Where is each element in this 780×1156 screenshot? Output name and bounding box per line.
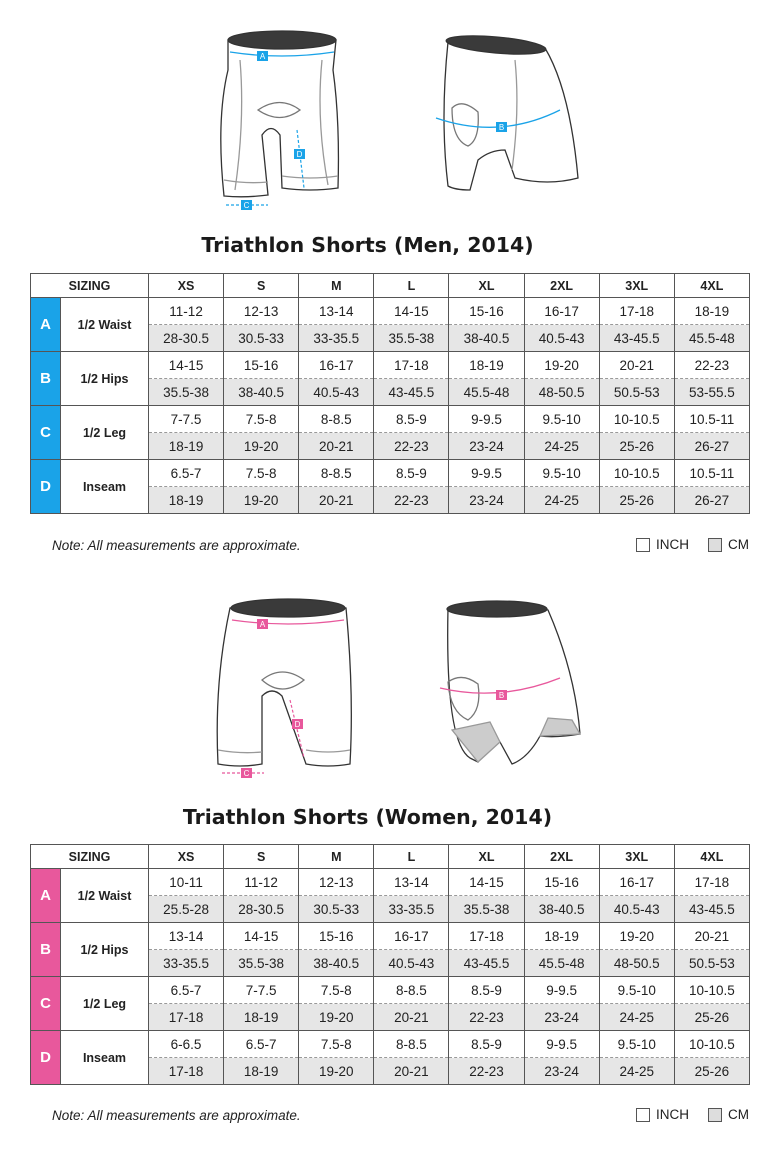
cm-cell: 28-30.5	[149, 325, 224, 352]
inch-cell: 10-10.5	[599, 406, 674, 433]
inch-cell: 6-6.5	[149, 1031, 224, 1058]
inch-cell: 17-18	[674, 869, 749, 896]
size-header: 3XL	[599, 274, 674, 298]
cm-cell: 43-45.5	[449, 950, 524, 977]
cm-cell: 48-50.5	[524, 379, 599, 406]
measurement-label: 1/2 Hips	[61, 352, 149, 406]
inch-cell: 9.5-10	[599, 1031, 674, 1058]
measurement-label: 1/2 Leg	[61, 977, 149, 1031]
cm-cell: 17-18	[149, 1058, 224, 1085]
inch-cell: 6.5-7	[149, 977, 224, 1004]
cm-cell: 53-55.5	[674, 379, 749, 406]
cm-cell: 45.5-48	[524, 950, 599, 977]
inch-cell: 7.5-8	[224, 406, 299, 433]
size-header: XS	[149, 274, 224, 298]
row-letter-badge: B	[31, 923, 61, 977]
men-unit-inch: INCH	[636, 537, 689, 552]
measurement-label: Inseam	[61, 1031, 149, 1085]
inch-cell: 6.5-7	[224, 1031, 299, 1058]
measurement-label: 1/2 Waist	[61, 298, 149, 352]
cm-cell: 25-26	[674, 1058, 749, 1085]
row-letter-badge: D	[31, 1031, 61, 1085]
cm-cell: 33-35.5	[149, 950, 224, 977]
inch-cell: 18-19	[449, 352, 524, 379]
table-row	[31, 298, 750, 325]
cm-cell: 30.5-33	[299, 896, 374, 923]
cm-cell: 24-25	[524, 433, 599, 460]
cm-cell: 20-21	[299, 433, 374, 460]
inch-cell: 7.5-8	[224, 460, 299, 487]
cm-cell: 19-20	[224, 487, 299, 514]
cm-cell: 19-20	[299, 1004, 374, 1031]
inch-cell: 9-9.5	[449, 406, 524, 433]
inch-cell: 8.5-9	[374, 460, 449, 487]
cm-cell: 19-20	[224, 433, 299, 460]
inch-cell: 16-17	[299, 352, 374, 379]
cm-cell: 18-19	[224, 1004, 299, 1031]
inch-cell: 9-9.5	[524, 977, 599, 1004]
inch-cell: 8.5-9	[449, 1031, 524, 1058]
cm-cell: 43-45.5	[674, 896, 749, 923]
inch-cell: 10.5-11	[674, 460, 749, 487]
inch-cell: 13-14	[299, 298, 374, 325]
cm-cell: 24-25	[599, 1058, 674, 1085]
cm-cell: 33-35.5	[374, 896, 449, 923]
marker-c: C	[243, 769, 250, 778]
size-header: S	[224, 274, 299, 298]
row-letter-badge: C	[31, 406, 61, 460]
cm-cell: 22-23	[449, 1004, 524, 1031]
size-header: L	[374, 274, 449, 298]
inch-cell: 18-19	[674, 298, 749, 325]
cm-cell: 23-24	[524, 1058, 599, 1085]
cm-cell: 38-40.5	[449, 325, 524, 352]
inch-cell: 20-21	[674, 923, 749, 950]
inch-cell: 8-8.5	[299, 406, 374, 433]
cm-cell: 25-26	[599, 487, 674, 514]
inch-cell: 10-11	[149, 869, 224, 896]
inch-cell: 15-16	[299, 923, 374, 950]
men-table-body	[31, 298, 750, 514]
size-header: M	[299, 845, 374, 869]
inch-cell: 7.5-8	[299, 1031, 374, 1058]
inch-cell: 8-8.5	[374, 977, 449, 1004]
inch-cell: 18-19	[524, 923, 599, 950]
cm-cell: 35.5-38	[374, 325, 449, 352]
cm-cell: 22-23	[374, 487, 449, 514]
inch-cell: 10.5-11	[674, 406, 749, 433]
cm-cell: 19-20	[299, 1058, 374, 1085]
row-letter-badge: A	[31, 869, 61, 923]
marker-a: A	[259, 620, 266, 629]
inch-cell: 16-17	[374, 923, 449, 950]
inch-cell: 8.5-9	[449, 977, 524, 1004]
men-measure-c-icon	[226, 200, 268, 210]
marker-b: B	[498, 123, 505, 132]
women-size-table	[30, 844, 750, 1085]
cm-cell: 48-50.5	[599, 950, 674, 977]
cm-cell: 23-24	[449, 487, 524, 514]
inch-cell: 14-15	[449, 869, 524, 896]
inch-cell: 16-17	[599, 869, 674, 896]
cm-cell: 26-27	[674, 487, 749, 514]
cm-cell: 40.5-43	[299, 379, 374, 406]
marker-b: B	[498, 691, 505, 700]
inch-cell: 14-15	[149, 352, 224, 379]
men-unit-cm: CM	[708, 537, 749, 552]
inch-cell: 14-15	[374, 298, 449, 325]
table-row	[31, 977, 750, 1004]
cm-cell: 40.5-43	[599, 896, 674, 923]
size-header: XS	[149, 845, 224, 869]
women-table-body	[31, 869, 750, 1085]
size-header: 4XL	[674, 845, 749, 869]
cm-cell: 24-25	[599, 1004, 674, 1031]
cm-cell: 40.5-43	[524, 325, 599, 352]
inch-cell: 13-14	[149, 923, 224, 950]
women-chart-title: Triathlon Shorts (Women, 2014)	[182, 805, 553, 829]
inch-cell: 10-10.5	[674, 977, 749, 1004]
cm-cell: 17-18	[149, 1004, 224, 1031]
inch-cell: 11-12	[224, 869, 299, 896]
inch-cell: 12-13	[224, 298, 299, 325]
cm-cell: 18-19	[149, 433, 224, 460]
inch-cell: 8.5-9	[374, 406, 449, 433]
cm-swatch	[708, 1108, 722, 1122]
cm-cell: 18-19	[149, 487, 224, 514]
size-header: 2XL	[524, 845, 599, 869]
cm-cell: 20-21	[374, 1058, 449, 1085]
size-header: 2XL	[524, 274, 599, 298]
inch-cell: 19-20	[599, 923, 674, 950]
sizing-header: SIZING	[31, 274, 149, 298]
cm-cell: 24-25	[524, 487, 599, 514]
inch-cell: 15-16	[224, 352, 299, 379]
cm-cell: 40.5-43	[374, 950, 449, 977]
measurement-label: 1/2 Hips	[61, 923, 149, 977]
cm-cell: 45.5-48	[449, 379, 524, 406]
inch-cell: 11-12	[149, 298, 224, 325]
measurement-label: Inseam	[61, 460, 149, 514]
inch-cell: 8-8.5	[299, 460, 374, 487]
size-header: XL	[449, 845, 524, 869]
table-row	[31, 923, 750, 950]
men-chart-title: Triathlon Shorts (Men, 2014)	[201, 233, 534, 257]
cm-cell: 50.5-53	[674, 950, 749, 977]
row-letter-badge: B	[31, 352, 61, 406]
cm-cell: 25-26	[674, 1004, 749, 1031]
inch-cell: 17-18	[599, 298, 674, 325]
inch-swatch	[636, 1108, 650, 1122]
cm-cell: 23-24	[524, 1004, 599, 1031]
inch-cell: 20-21	[599, 352, 674, 379]
size-header: 4XL	[674, 274, 749, 298]
row-letter-badge: C	[31, 977, 61, 1031]
inch-cell: 10-10.5	[674, 1031, 749, 1058]
cm-cell: 22-23	[449, 1058, 524, 1085]
cm-cell: 22-23	[374, 433, 449, 460]
men-header-row	[31, 274, 750, 298]
cm-cell: 35.5-38	[149, 379, 224, 406]
marker-d: D	[294, 720, 301, 729]
women-note: Note: All measurements are approximate.	[52, 1108, 301, 1123]
size-header: S	[224, 845, 299, 869]
cm-cell: 43-45.5	[599, 325, 674, 352]
men-shorts-illustration	[0, 0, 780, 225]
women-unit-inch: INCH	[636, 1107, 689, 1122]
inch-cell: 17-18	[374, 352, 449, 379]
cm-swatch	[708, 538, 722, 552]
inch-cell: 22-23	[674, 352, 749, 379]
row-letter-badge: A	[31, 298, 61, 352]
women-header-row	[31, 845, 750, 869]
inch-cell: 7-7.5	[149, 406, 224, 433]
inch-cell: 7-7.5	[224, 977, 299, 1004]
inch-cell: 9-9.5	[449, 460, 524, 487]
row-letter-badge: D	[31, 460, 61, 514]
men-note: Note: All measurements are approximate.	[52, 538, 301, 553]
table-row	[31, 869, 750, 896]
inch-cell: 9.5-10	[524, 460, 599, 487]
cm-cell: 20-21	[374, 1004, 449, 1031]
inch-cell: 17-18	[449, 923, 524, 950]
measurement-label: 1/2 Leg	[61, 406, 149, 460]
women-unit-cm: CM	[708, 1107, 749, 1122]
women-measure-c-icon	[222, 768, 264, 778]
measurement-label: 1/2 Waist	[61, 869, 149, 923]
inch-cell: 15-16	[524, 869, 599, 896]
inch-cell: 7.5-8	[299, 977, 374, 1004]
inch-cell: 13-14	[374, 869, 449, 896]
cm-cell: 38-40.5	[524, 896, 599, 923]
cm-cell: 28-30.5	[224, 896, 299, 923]
cm-cell: 45.5-48	[674, 325, 749, 352]
inch-cell: 8-8.5	[374, 1031, 449, 1058]
table-row	[31, 352, 750, 379]
cm-cell: 50.5-53	[599, 379, 674, 406]
size-header: XL	[449, 274, 524, 298]
cm-cell: 25-26	[599, 433, 674, 460]
table-row	[31, 406, 750, 433]
inch-cell: 9-9.5	[524, 1031, 599, 1058]
cm-cell: 26-27	[674, 433, 749, 460]
marker-c: C	[243, 201, 250, 210]
inch-cell: 15-16	[449, 298, 524, 325]
sizing-header: SIZING	[31, 845, 149, 869]
cm-cell: 20-21	[299, 487, 374, 514]
inch-cell: 14-15	[224, 923, 299, 950]
cm-cell: 43-45.5	[374, 379, 449, 406]
women-side-shorts-icon	[447, 601, 580, 764]
inch-cell: 19-20	[524, 352, 599, 379]
cm-cell: 38-40.5	[299, 950, 374, 977]
inch-cell: 6.5-7	[149, 460, 224, 487]
women-shorts-illustration	[0, 572, 780, 797]
marker-d: D	[296, 150, 303, 159]
cm-cell: 30.5-33	[224, 325, 299, 352]
marker-a: A	[259, 52, 266, 61]
size-header: M	[299, 274, 374, 298]
inch-cell: 16-17	[524, 298, 599, 325]
table-row	[31, 460, 750, 487]
table-row	[31, 1031, 750, 1058]
cm-cell: 35.5-38	[449, 896, 524, 923]
inch-cell: 10-10.5	[599, 460, 674, 487]
cm-cell: 18-19	[224, 1058, 299, 1085]
cm-cell: 38-40.5	[224, 379, 299, 406]
men-size-table	[30, 273, 750, 514]
size-header: 3XL	[599, 845, 674, 869]
cm-cell: 25.5-28	[149, 896, 224, 923]
inch-cell: 12-13	[299, 869, 374, 896]
cm-cell: 33-35.5	[299, 325, 374, 352]
inch-cell: 9.5-10	[524, 406, 599, 433]
cm-cell: 35.5-38	[224, 950, 299, 977]
inch-cell: 9.5-10	[599, 977, 674, 1004]
cm-cell: 23-24	[449, 433, 524, 460]
inch-swatch	[636, 538, 650, 552]
size-header: L	[374, 845, 449, 869]
